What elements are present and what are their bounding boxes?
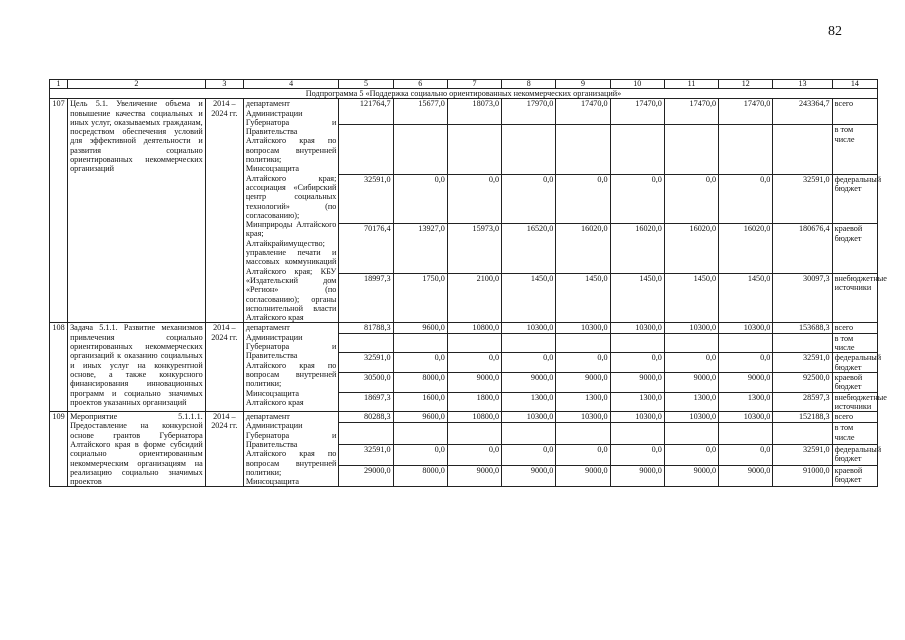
amount-cell: 32591,0 (339, 353, 393, 373)
amount-cell: 10300,0 (502, 323, 556, 333)
funding-source: краевой бюджет (832, 372, 877, 392)
amount-cell: 0,0 (393, 353, 447, 373)
amount-cell: 0,0 (502, 174, 556, 224)
amount-cell: 18073,0 (447, 99, 501, 125)
amount-cell: 9000,0 (719, 372, 773, 392)
amount-cell (610, 125, 664, 175)
executor: департамент Администрации Губернатора и Правительства Алтайского края по вопросам внутренней политики; Минсоцзащита Алтайского края; ассоциация «Сибирский центр социальных технологий» (по согласованию); Минприроды Алтайского края; Алтайкрайимущество; управление печати и массовых коммуникаций Алтайского края; КБУ «Издательский дом «Регион» (по согласованию); органы исполнительной власти Алтайского края (243, 99, 338, 323)
column-number: 13 (773, 80, 832, 89)
amount-cell: 18997,3 (339, 273, 393, 323)
amount-cell: 153688,3 (773, 323, 832, 333)
amount-cell: 0,0 (664, 444, 718, 465)
executor: департамент Администрации Губернатора и Правительства Алтайского края по вопросам внутренней политики; Минсоцзащита Алтайского края (243, 323, 338, 412)
amount-cell: 0,0 (393, 444, 447, 465)
amount-cell: 10300,0 (610, 323, 664, 333)
amount-cell: 1450,0 (610, 273, 664, 323)
amount-cell: 32591,0 (773, 353, 832, 373)
amount-cell: 17470,0 (556, 99, 610, 125)
amount-cell: 10300,0 (719, 323, 773, 333)
column-number: 6 (393, 80, 447, 89)
amount-cell (610, 333, 664, 353)
amount-cell: 1450,0 (556, 273, 610, 323)
amount-cell: 0,0 (556, 353, 610, 373)
amount-cell: 17970,0 (502, 99, 556, 125)
row-number: 107 (50, 99, 68, 323)
amount-cell: 0,0 (610, 444, 664, 465)
row-number: 108 (50, 323, 68, 412)
amount-cell: 0,0 (447, 444, 501, 465)
amount-cell: 32591,0 (339, 444, 393, 465)
amount-cell: 16020,0 (719, 224, 773, 274)
amount-cell: 32591,0 (339, 174, 393, 224)
amount-cell: 30500,0 (339, 372, 393, 392)
amount-cell: 81788,3 (339, 323, 393, 333)
column-number: 14 (832, 80, 877, 89)
amount-cell: 1450,0 (664, 273, 718, 323)
amount-cell: 0,0 (502, 353, 556, 373)
amount-cell: 9000,0 (610, 372, 664, 392)
amount-cell: 121764,7 (339, 99, 393, 125)
amount-cell: 2100,0 (447, 273, 501, 323)
column-number-row (50, 80, 878, 89)
item-name: Задача 5.1.1. Развитие механизмов привлечения социально ориентированных некоммерческих организаций к оказанию социальных и иных услуг на конкурентной основе, а также конкурсного финансирования инновационных программ и социально значимых проектов указанных организаций (68, 323, 206, 412)
column-number: 11 (664, 80, 718, 89)
amount-cell: 0,0 (502, 444, 556, 465)
amount-cell: 17470,0 (664, 99, 718, 125)
amount-cell (556, 125, 610, 175)
amount-cell: 9000,0 (664, 372, 718, 392)
amount-cell (339, 423, 393, 444)
funding-source: краевой бюджет (832, 224, 877, 274)
period: 2014 – 2024 гг. (205, 412, 243, 487)
amount-cell: 17470,0 (610, 99, 664, 125)
amount-cell: 9000,0 (719, 466, 773, 487)
amount-cell (556, 423, 610, 444)
column-number: 3 (205, 80, 243, 89)
subprogram-title: Подпрограмма 5 «Поддержка социально ориентированных некоммерческих организаций» (50, 89, 878, 99)
item-name: Цель 5.1. Увеличение объема и повышение качества социальных и иных услуг, оказываемых гражданам, посредством обеспечения условий для эффективной деятельности и развития социально ориентированных некоммерческих организаций (68, 99, 206, 323)
amount-cell: 0,0 (393, 174, 447, 224)
amount-cell: 0,0 (610, 353, 664, 373)
funding-source: федеральный бюджет (832, 353, 877, 373)
period: 2014 – 2024 гг. (205, 99, 243, 323)
column-number: 8 (502, 80, 556, 89)
amount-cell: 17470,0 (719, 99, 773, 125)
funding-source: федеральный бюджет (832, 444, 877, 465)
column-number: 1 (50, 80, 68, 89)
amount-cell: 8000,0 (393, 466, 447, 487)
amount-cell: 10300,0 (664, 412, 718, 423)
column-number: 4 (243, 80, 338, 89)
amount-cell: 10300,0 (610, 412, 664, 423)
amount-cell (610, 423, 664, 444)
row-number: 109 (50, 412, 68, 487)
table-row (50, 323, 878, 333)
amount-cell: 1300,0 (610, 392, 664, 412)
funding-source: всего (832, 412, 877, 423)
period: 2014 – 2024 гг. (205, 323, 243, 412)
column-number: 9 (556, 80, 610, 89)
amount-cell: 0,0 (719, 353, 773, 373)
amount-cell: 9600,0 (393, 412, 447, 423)
amount-cell: 9000,0 (447, 466, 501, 487)
amount-cell (719, 423, 773, 444)
amount-cell: 180676,4 (773, 224, 832, 274)
table-row (50, 412, 878, 423)
amount-cell: 0,0 (556, 174, 610, 224)
subprogram-row (50, 89, 878, 99)
amount-cell: 0,0 (719, 174, 773, 224)
amount-cell (719, 125, 773, 175)
amount-cell: 0,0 (556, 444, 610, 465)
amount-cell: 9000,0 (502, 372, 556, 392)
amount-cell: 1300,0 (502, 392, 556, 412)
amount-cell (773, 125, 832, 175)
amount-cell: 9000,0 (664, 466, 718, 487)
amount-cell: 13927,0 (393, 224, 447, 274)
amount-cell: 16020,0 (610, 224, 664, 274)
amount-cell: 0,0 (719, 444, 773, 465)
amount-cell: 1800,0 (447, 392, 501, 412)
amount-cell: 0,0 (664, 353, 718, 373)
amount-cell: 1300,0 (664, 392, 718, 412)
amount-cell: 10800,0 (447, 412, 501, 423)
amount-cell: 30097,3 (773, 273, 832, 323)
amount-cell: 91000,0 (773, 466, 832, 487)
amount-cell (393, 423, 447, 444)
amount-cell (502, 125, 556, 175)
budget-table (49, 79, 887, 487)
amount-cell: 9000,0 (556, 372, 610, 392)
amount-cell (502, 423, 556, 444)
amount-cell: 29000,0 (339, 466, 393, 487)
column-number: 2 (68, 80, 206, 89)
amount-cell (447, 333, 501, 353)
funding-source: всего (832, 323, 877, 333)
amount-cell: 28597,3 (773, 392, 832, 412)
amount-cell (339, 125, 393, 175)
amount-cell: 1300,0 (719, 392, 773, 412)
amount-cell: 9000,0 (502, 466, 556, 487)
column-number: 5 (339, 80, 393, 89)
amount-cell: 16020,0 (664, 224, 718, 274)
amount-cell: 9600,0 (393, 323, 447, 333)
amount-cell (719, 333, 773, 353)
amount-cell: 9000,0 (447, 372, 501, 392)
funding-source: федеральный бюджет (832, 174, 877, 224)
column-number: 7 (447, 80, 501, 89)
amount-cell: 243364,7 (773, 99, 832, 125)
amount-cell: 152188,3 (773, 412, 832, 423)
amount-cell: 92500,0 (773, 372, 832, 392)
amount-cell: 10300,0 (556, 412, 610, 423)
item-name: Мероприятие 5.1.1.1. Предоставление на конкурсной основе грантов Губернатора Алтайского края в форме субсидий социально ориентированным некоммерческим организациям на реализацию социально значимых проектов (68, 412, 206, 487)
amount-cell: 16520,0 (502, 224, 556, 274)
executor: департамент Администрации Губернатора и Правительства Алтайского края по вопросам внутренней политики; Минсоцзащита (243, 412, 338, 487)
funding-source: краевой бюджет (832, 466, 877, 487)
amount-cell: 10300,0 (719, 412, 773, 423)
amount-cell: 10300,0 (556, 323, 610, 333)
amount-cell (339, 333, 393, 353)
funding-source: в том числе (832, 423, 877, 444)
column-number: 12 (719, 80, 773, 89)
amount-cell (773, 423, 832, 444)
amount-cell: 0,0 (447, 353, 501, 373)
amount-cell (556, 333, 610, 353)
amount-cell (447, 125, 501, 175)
funding-source: внебюджетные источники (832, 273, 877, 323)
amount-cell: 0,0 (447, 174, 501, 224)
amount-cell: 1750,0 (393, 273, 447, 323)
amount-cell: 8000,0 (393, 372, 447, 392)
amount-cell: 10800,0 (447, 323, 501, 333)
amount-cell: 32591,0 (773, 174, 832, 224)
amount-cell: 80288,3 (339, 412, 393, 423)
amount-cell: 10300,0 (502, 412, 556, 423)
amount-cell (664, 333, 718, 353)
amount-cell: 0,0 (664, 174, 718, 224)
amount-cell (664, 125, 718, 175)
amount-cell: 16020,0 (556, 224, 610, 274)
funding-source: внебюджетные источники (832, 392, 877, 412)
amount-cell: 18697,3 (339, 392, 393, 412)
amount-cell: 1450,0 (502, 273, 556, 323)
amount-cell (773, 333, 832, 353)
page-number: 82 (828, 24, 842, 39)
amount-cell (393, 333, 447, 353)
amount-cell (447, 423, 501, 444)
amount-cell: 70176,4 (339, 224, 393, 274)
amount-cell: 1450,0 (719, 273, 773, 323)
table-row (50, 99, 878, 125)
amount-cell: 9000,0 (610, 466, 664, 487)
amount-cell: 0,0 (610, 174, 664, 224)
amount-cell: 32591,0 (773, 444, 832, 465)
column-number: 10 (610, 80, 664, 89)
amount-cell: 9000,0 (556, 466, 610, 487)
funding-source: в том числе (832, 333, 877, 353)
amount-cell: 15677,0 (393, 99, 447, 125)
amount-cell (664, 423, 718, 444)
funding-source: в том числе (832, 125, 877, 175)
amount-cell (502, 333, 556, 353)
amount-cell (393, 125, 447, 175)
amount-cell: 15973,0 (447, 224, 501, 274)
amount-cell: 1600,0 (393, 392, 447, 412)
amount-cell: 1300,0 (556, 392, 610, 412)
amount-cell: 10300,0 (664, 323, 718, 333)
funding-source: всего (832, 99, 877, 125)
